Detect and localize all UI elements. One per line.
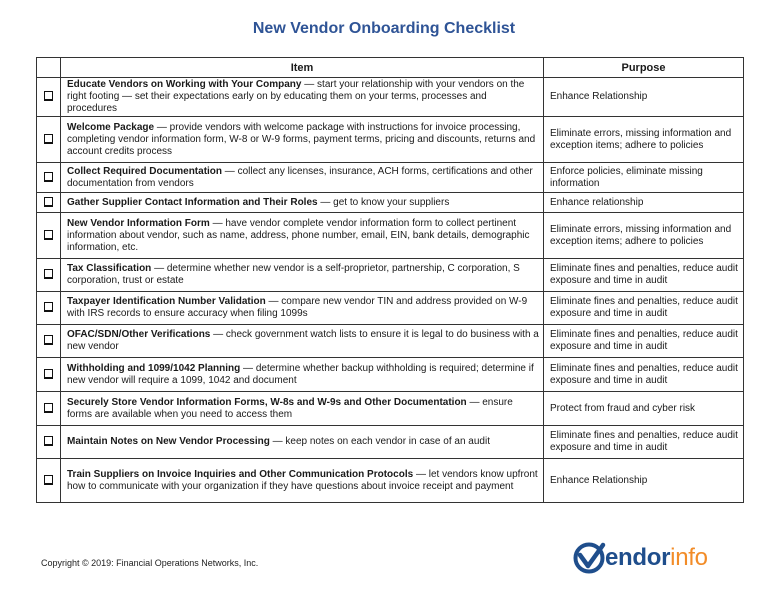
item-name: Securely Store Vendor Information Forms, W-8s and W-9s and Other Documentation	[67, 396, 467, 408]
checkbox-cell	[37, 78, 61, 117]
item-cell	[61, 459, 544, 503]
checkbox-cell	[37, 292, 61, 325]
item-cell	[61, 193, 544, 213]
item-name: Maintain Notes on New Vendor Processing	[67, 436, 270, 447]
item-description: — get to know your suppliers	[317, 196, 450, 208]
checkbox[interactable]	[44, 369, 53, 379]
item-description: — keep notes on each vendor in case of an audit	[269, 436, 490, 447]
logo-text-info: info	[670, 544, 708, 571]
purpose-cell: Protect from fraud and cyber risk	[544, 392, 744, 426]
checkbox-cell	[37, 163, 61, 193]
checkbox-cell	[37, 358, 61, 392]
item-name: Taxpayer Identification Number Validation	[67, 296, 266, 307]
checkbox[interactable]	[44, 335, 53, 345]
table-header-row	[37, 58, 744, 78]
table-row	[37, 358, 744, 392]
purpose-cell: Enhance Relationship	[544, 78, 744, 117]
checkbox[interactable]	[44, 403, 53, 413]
item-cell	[61, 358, 544, 392]
checklist-table	[36, 57, 744, 503]
checkbox-cell	[37, 426, 61, 459]
item-name: Withholding and 1099/1042 Planning	[67, 362, 241, 374]
table-row	[37, 213, 744, 259]
item-cell	[61, 78, 544, 117]
purpose-cell: Eliminate fines and penalties, reduce audit exposure and time in audit	[544, 426, 744, 459]
checkbox[interactable]	[44, 302, 53, 312]
item-description: — provide vendors with welcome package with instructions for invoice processing, completing vendor information form, W-8 or W-9 forms, payment terms, pricing and discounts, returns and account credits process	[67, 121, 536, 157]
table-row	[37, 426, 744, 459]
item-cell	[61, 213, 544, 259]
checkbox[interactable]	[44, 172, 53, 182]
table-row	[37, 325, 744, 358]
checkbox[interactable]	[44, 475, 53, 485]
item-description: — have vendor complete vendor information form to collect pertinent information about vendor, such as name, address, phone number, email, EIN, bank details, demographic information, etc.	[67, 217, 530, 253]
table-row	[37, 259, 744, 292]
header-checkbox-column	[37, 58, 61, 78]
item-cell	[61, 259, 544, 292]
checkbox[interactable]	[44, 134, 53, 144]
copyright-footer: Copyright © 2019: Financial Operations Networks, Inc.	[41, 558, 259, 568]
item-cell	[61, 292, 544, 325]
item-description: — ensure forms are available when you need to access them	[67, 396, 513, 420]
item-name: Educate Vendors on Working with Your Company	[67, 79, 302, 90]
item-name: New Vendor Information Form	[67, 217, 210, 229]
item-description: — compare new vendor TIN and address provided on W-9 with IRS records to ensure accuracy when filing 1099s	[67, 296, 528, 319]
purpose-cell: Eliminate fines and penalties, reduce audit exposure and time in audit	[544, 259, 744, 292]
purpose-cell: Eliminate fines and penalties, reduce audit exposure and time in audit	[544, 358, 744, 392]
purpose-cell: Enhance relationship	[544, 193, 744, 213]
item-name: Train Suppliers on Invoice Inquiries and Other Communication Protocols	[67, 468, 414, 480]
item-cell	[61, 117, 544, 163]
checkbox[interactable]	[44, 197, 53, 207]
table-row	[37, 78, 744, 117]
header-purpose: Purpose	[544, 58, 744, 78]
checkbox-cell	[37, 325, 61, 358]
item-description: — determine whether backup withholding is required; determine if new vendor will require a 1099, 1042 and document	[67, 362, 534, 386]
table-row	[37, 117, 744, 163]
table-row	[37, 193, 744, 213]
purpose-cell: Eliminate errors, missing information and exception items; adhere to policies	[544, 117, 744, 163]
table-row	[37, 459, 744, 503]
checkbox[interactable]	[44, 91, 53, 101]
purpose-cell: Eliminate errors, missing information and exception items; adhere to policies	[544, 213, 744, 259]
table-row	[37, 392, 744, 426]
table-row	[37, 292, 744, 325]
item-cell	[61, 426, 544, 459]
checkbox-cell	[37, 392, 61, 426]
checkbox-cell	[37, 193, 61, 213]
checkbox-cell	[37, 259, 61, 292]
purpose-cell: Enforce policies, eliminate missing information	[544, 163, 744, 193]
checkbox[interactable]	[44, 230, 53, 240]
checkbox-cell	[37, 117, 61, 163]
item-description: — let vendors know upfront how to communicate with your organization if they have questions about invoice receipt and payment	[67, 468, 538, 492]
checkbox[interactable]	[44, 436, 53, 446]
item-name: Welcome Package	[67, 121, 155, 133]
check-circle-v-icon	[572, 541, 606, 575]
item-name: Collect Required Documentation	[67, 165, 223, 177]
item-cell	[61, 325, 544, 358]
checkbox-cell	[37, 459, 61, 503]
table-row	[37, 163, 744, 193]
item-name: Gather Supplier Contact Information and Their Roles	[67, 196, 318, 208]
item-description: — determine whether new vendor is a self-proprietor, partnership, C corporation, S corporation, trust or estate	[67, 263, 520, 286]
item-description: — check government watch lists to ensure it is legal to do business with a new vendor	[67, 329, 539, 352]
item-name: OFAC/SDN/Other Verifications	[67, 329, 211, 340]
vendorinfo-logo	[572, 540, 708, 576]
item-cell	[61, 163, 544, 193]
purpose-cell: Eliminate fines and penalties, reduce audit exposure and time in audit	[544, 325, 744, 358]
purpose-cell: Enhance Relationship	[544, 459, 744, 503]
page-title: New Vendor Onboarding Checklist	[252, 20, 516, 37]
header-item: Item	[61, 58, 544, 78]
item-description: — collect any licenses, insurance, ACH forms, certifications and other documentation from vendors	[67, 165, 533, 189]
purpose-cell: Eliminate fines and penalties, reduce audit exposure and time in audit	[544, 292, 744, 325]
item-cell	[61, 392, 544, 426]
item-description: — start your relationship with your vendors on the right footing — set their expectations early on by educating them on your terms, processes and procedures	[67, 79, 525, 114]
checkbox-cell	[37, 213, 61, 259]
checkbox[interactable]	[44, 269, 53, 279]
item-name: Tax Classification	[67, 263, 152, 274]
logo-text-vendor: endor	[605, 544, 671, 571]
